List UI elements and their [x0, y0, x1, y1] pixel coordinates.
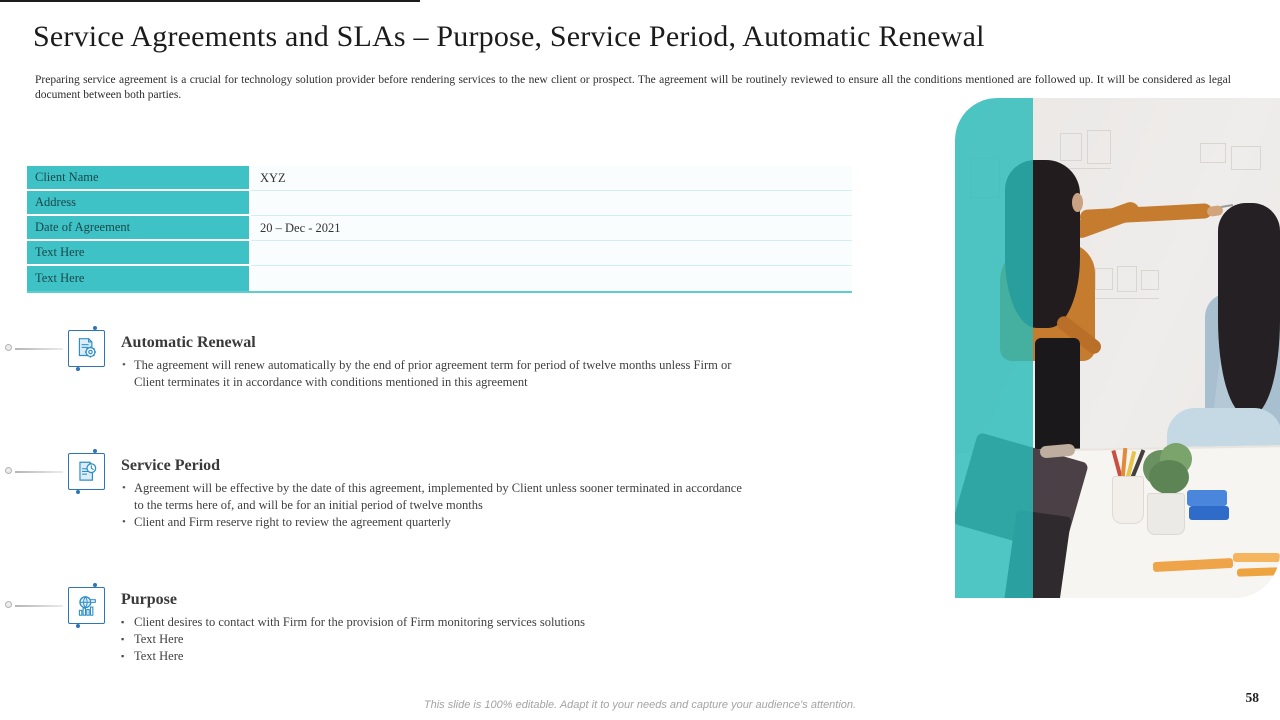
woman-pointing-skirt — [1035, 338, 1080, 453]
bullet-item: ▪ Text Here — [121, 631, 746, 648]
connector-rule — [15, 348, 63, 350]
section-service-period — [121, 457, 746, 531]
section-purpose — [121, 591, 746, 665]
bullet-item: • The agreement will renew automatically by the end of prior agreement term for period of twelve months unless Firm or Client terminates it in accordance with conditions mentioned in this agreement — [121, 357, 746, 391]
slide-title: Service Agreements and SLAs – Purpose, Service Period, Automatic Renewal — [33, 20, 985, 53]
bullet-item: ▪ Client desires to contact with Firm for the provision of Firm monitoring services solutions — [121, 614, 746, 631]
section-bullets — [121, 614, 746, 665]
agreement-table — [27, 166, 852, 293]
corner-dot — [93, 583, 97, 587]
table-row — [27, 216, 852, 241]
corner-dot — [76, 624, 80, 628]
whiteboard-sketch — [1087, 130, 1111, 164]
magnifier-chart-icon — [68, 587, 105, 624]
table-row-value: XYZ — [251, 166, 852, 191]
bullet-item: • Agreement will be effective by the date of this agreement, implemented by Client unless sooner terminated in accordance to the terms here of, and will be for an initial period of twelve months — [121, 480, 746, 514]
whiteboard-sketch-line — [1063, 168, 1111, 169]
top-border-line — [0, 0, 420, 2]
blue-box — [1187, 490, 1227, 506]
corner-dot — [93, 449, 97, 453]
section-heading: Purpose — [121, 591, 177, 608]
table-row-label: Date of Agreement — [27, 216, 251, 241]
connector-line — [5, 601, 63, 610]
connector-dot — [5, 467, 12, 474]
document-clock-icon — [68, 453, 105, 490]
table-row-value — [251, 191, 852, 216]
connector-rule — [15, 605, 63, 607]
table-row-label: Text Here — [27, 241, 251, 266]
whiteboard-sketch — [1141, 270, 1159, 290]
whiteboard-sketch — [1095, 268, 1113, 290]
magnifier-chart-glyph — [74, 593, 100, 619]
section-bullets — [121, 480, 746, 531]
table-row — [27, 191, 852, 216]
woman-standing-hair — [1218, 203, 1280, 415]
table-row — [27, 166, 852, 191]
corner-dot — [93, 326, 97, 330]
team-photo — [955, 98, 1280, 598]
connector-line — [5, 467, 63, 476]
section-bullets — [121, 357, 746, 391]
teal-overlay-shape — [955, 98, 1033, 598]
footer-note: This slide is 100% editable. Adapt it to your needs and capture your audience's attention. — [423, 699, 857, 711]
table-row — [27, 241, 852, 266]
woman-pointing-face — [1072, 193, 1083, 212]
pen-cup — [1112, 476, 1144, 524]
plant-pot — [1147, 493, 1185, 535]
corner-dot — [76, 367, 80, 371]
section-heading: Automatic Renewal — [121, 334, 256, 351]
document-gear-icon — [68, 330, 105, 367]
bullet-item: ▪ Text Here — [121, 648, 746, 665]
table-row-label: Client Name — [27, 166, 251, 191]
page-number: 58 — [1245, 690, 1259, 705]
whiteboard-sketch — [1200, 143, 1226, 163]
table-row-label: Address — [27, 191, 251, 216]
whiteboard-sketch — [1060, 133, 1082, 161]
woman-pointing-arm — [1080, 203, 1213, 225]
section-automatic-renewal — [121, 334, 746, 391]
table-row-value: 20 – Dec - 2021 — [251, 216, 852, 241]
slide-subtitle: Preparing service agreement is a crucial for technology solution provider before rendering services to the new client or prospect. The agreement will be routinely reviewed to ensure all the conditions mentioned are followed up. It will be considered as legal document between both parties. — [35, 74, 1231, 102]
section-heading: Service Period — [121, 457, 221, 474]
bullet-item: • Client and Firm reserve right to review the agreement quarterly — [121, 514, 746, 531]
corner-dot — [76, 490, 80, 494]
whiteboard-sketch — [1231, 146, 1261, 170]
connector-rule — [15, 471, 63, 473]
whiteboard-sketch — [1117, 266, 1137, 292]
document-gear-glyph — [74, 336, 100, 362]
sticky-note — [1237, 567, 1279, 576]
connector-line — [5, 344, 63, 353]
plant-foliage — [1149, 460, 1189, 494]
table-row-label: Text Here — [27, 266, 251, 291]
blue-box — [1189, 506, 1229, 520]
table-row — [27, 266, 852, 291]
connector-dot — [5, 344, 12, 351]
sticky-note — [1233, 553, 1280, 562]
whiteboard-sketch-line — [1095, 298, 1159, 299]
table-row-value — [251, 241, 852, 266]
document-clock-glyph — [74, 459, 100, 485]
table-row-value — [251, 266, 852, 291]
connector-dot — [5, 601, 12, 608]
